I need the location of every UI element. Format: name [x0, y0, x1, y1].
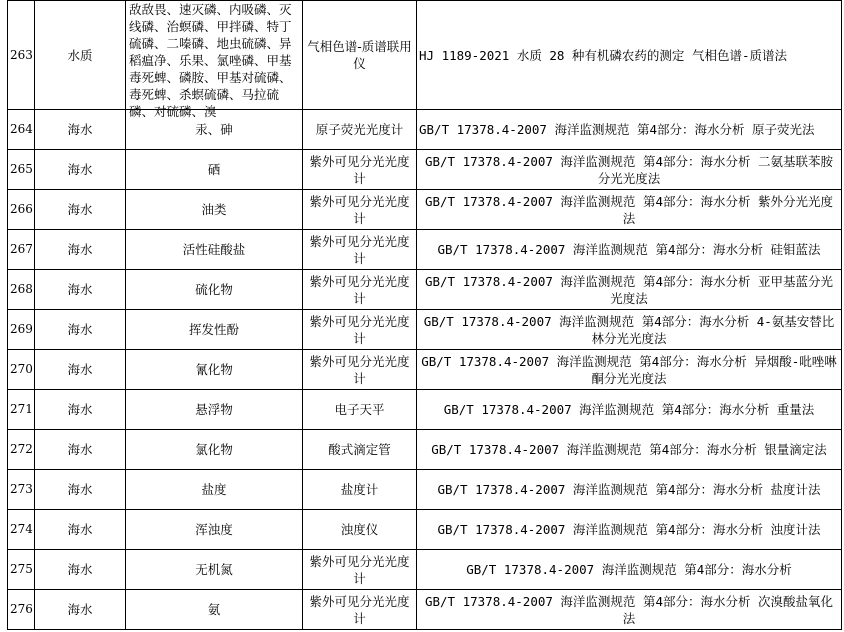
- row-number: 271: [8, 390, 35, 430]
- standards-table: [7, 0, 842, 630]
- table-row: [8, 270, 842, 310]
- row-instrument: 紫外可见分光光度计: [303, 310, 417, 350]
- row-standard: GB/T 17378.4-2007 海洋监测规范 第4部分：海水分析 银量滴定法: [417, 430, 842, 470]
- row-number: 274: [8, 510, 35, 550]
- row-standard: GB/T 17378.4-2007 海洋监测规范 第4部分：海水分析 盐度计法: [417, 470, 842, 510]
- row-item: 无机氮: [126, 550, 303, 590]
- table-row: [8, 350, 842, 390]
- table-row: [8, 190, 842, 230]
- row-instrument: 浊度仪: [303, 510, 417, 550]
- row-category: 海水: [35, 470, 126, 510]
- row-item: 活性硅酸盐: [126, 230, 303, 270]
- row-standard: GB/T 17378.4-2007 海洋监测规范 第4部分：海水分析: [417, 550, 842, 590]
- table-row: [8, 230, 842, 270]
- row-item: 盐度: [126, 470, 303, 510]
- row-category: 海水: [35, 190, 126, 230]
- row-standard: GB/T 17378.4-2007 海洋监测规范 第4部分：海水分析 硅钼蓝法: [417, 230, 842, 270]
- row-category: 海水: [35, 110, 126, 150]
- row-item: 氯化物: [126, 430, 303, 470]
- row-instrument: 紫外可见分光光度计: [303, 590, 417, 630]
- table-row: [8, 470, 842, 510]
- row-item: 硒: [126, 150, 303, 190]
- row-number: 273: [8, 470, 35, 510]
- row-number: 275: [8, 550, 35, 590]
- row-instrument: 紫外可见分光光度计: [303, 550, 417, 590]
- row-instrument: 紫外可见分光光度计: [303, 270, 417, 310]
- table-row: [8, 510, 842, 550]
- row-instrument: 紫外可见分光光度计: [303, 150, 417, 190]
- table-row: [8, 1, 842, 110]
- row-number: 270: [8, 350, 35, 390]
- row-instrument: 紫外可见分光光度计: [303, 190, 417, 230]
- row-standard: GB/T 17378.4-2007 海洋监测规范 第4部分：海水分析 亚甲基蓝分光光度法: [417, 270, 842, 310]
- row-standard: GB/T 17378.4-2007 海洋监测规范 第4部分：海水分析 紫外分光光度法: [417, 190, 842, 230]
- row-item: 挥发性酚: [126, 310, 303, 350]
- row-standard: GB/T 17378.4-2007 海洋监测规范 第4部分：海水分析 浊度计法: [417, 510, 842, 550]
- row-instrument: 紫外可见分光光度计: [303, 350, 417, 390]
- row-instrument: 盐度计: [303, 470, 417, 510]
- row-standard: GB/T 17378.4-2007 海洋监测规范 第4部分：海水分析 4-氨基安替比林分光光度法: [417, 310, 842, 350]
- row-item: 氰化物: [126, 350, 303, 390]
- row-item: 浑浊度: [126, 510, 303, 550]
- row-category: 海水: [35, 550, 126, 590]
- row-category: 海水: [35, 150, 126, 190]
- row-item: 悬浮物: [126, 390, 303, 430]
- row-item: 油类: [126, 190, 303, 230]
- row-number: 267: [8, 230, 35, 270]
- row-number: 266: [8, 190, 35, 230]
- row-item: 汞、砷: [126, 110, 303, 150]
- row-number: 264: [8, 110, 35, 150]
- row-instrument: 原子荧光光度计: [303, 110, 417, 150]
- row-item-text: 敌敌畏、速灭磷、内吸磷、灭线磷、治螟磷、甲拌磷、特丁硫磷、二嗪磷、地虫硫磷、异稻瘟净、乐果、氯唑磷、甲基毒死蜱、磷胺、甲基对硫磷、毒死蜱、杀螟硫磷、马拉硫磷、对硫磷、溴: [129, 2, 292, 119]
- row-number: 276: [8, 590, 35, 630]
- table-row: [8, 150, 842, 190]
- row-number: 265: [8, 150, 35, 190]
- row-standard: HJ 1189-2021 水质 28 种有机磷农药的测定 气相色谱-质谱法: [417, 1, 842, 110]
- row-category: 海水: [35, 430, 126, 470]
- row-instrument: 电子天平: [303, 390, 417, 430]
- row-category: 海水: [35, 270, 126, 310]
- row-number: 263: [8, 1, 35, 110]
- row-category: 海水: [35, 390, 126, 430]
- row-item: 硫化物: [126, 270, 303, 310]
- row-standard: GB/T 17378.4-2007 海洋监测规范 第4部分：海水分析 二氨基联苯胺分光光度法: [417, 150, 842, 190]
- table-row: [8, 310, 842, 350]
- table-row: [8, 390, 842, 430]
- row-category: 海水: [35, 590, 126, 630]
- row-category: 海水: [35, 310, 126, 350]
- row-instrument: 酸式滴定管: [303, 430, 417, 470]
- row-instrument: 气相色谱-质谱联用仪: [303, 1, 417, 110]
- table-row: [8, 590, 842, 630]
- row-item: 氨: [126, 590, 303, 630]
- row-number: 269: [8, 310, 35, 350]
- row-standard: GB/T 17378.4-2007 海洋监测规范 第4部分：海水分析 原子荧光法: [417, 110, 842, 150]
- row-category: 海水: [35, 510, 126, 550]
- row-standard: GB/T 17378.4-2007 海洋监测规范 第4部分：海水分析 重量法: [417, 390, 842, 430]
- row-number: 272: [8, 430, 35, 470]
- row-category: 海水: [35, 230, 126, 270]
- table-row: [8, 430, 842, 470]
- row-number: 268: [8, 270, 35, 310]
- row-standard: GB/T 17378.4-2007 海洋监测规范 第4部分：海水分析 异烟酸-吡唑啉酮分光光度法: [417, 350, 842, 390]
- table-row: [8, 550, 842, 590]
- row-category: 海水: [35, 350, 126, 390]
- row-standard: GB/T 17378.4-2007 海洋监测规范 第4部分：海水分析 次溴酸盐氧化法: [417, 590, 842, 630]
- row-item: [126, 1, 303, 119]
- row-instrument: 紫外可见分光光度计: [303, 230, 417, 270]
- row-category: 水质: [35, 1, 126, 110]
